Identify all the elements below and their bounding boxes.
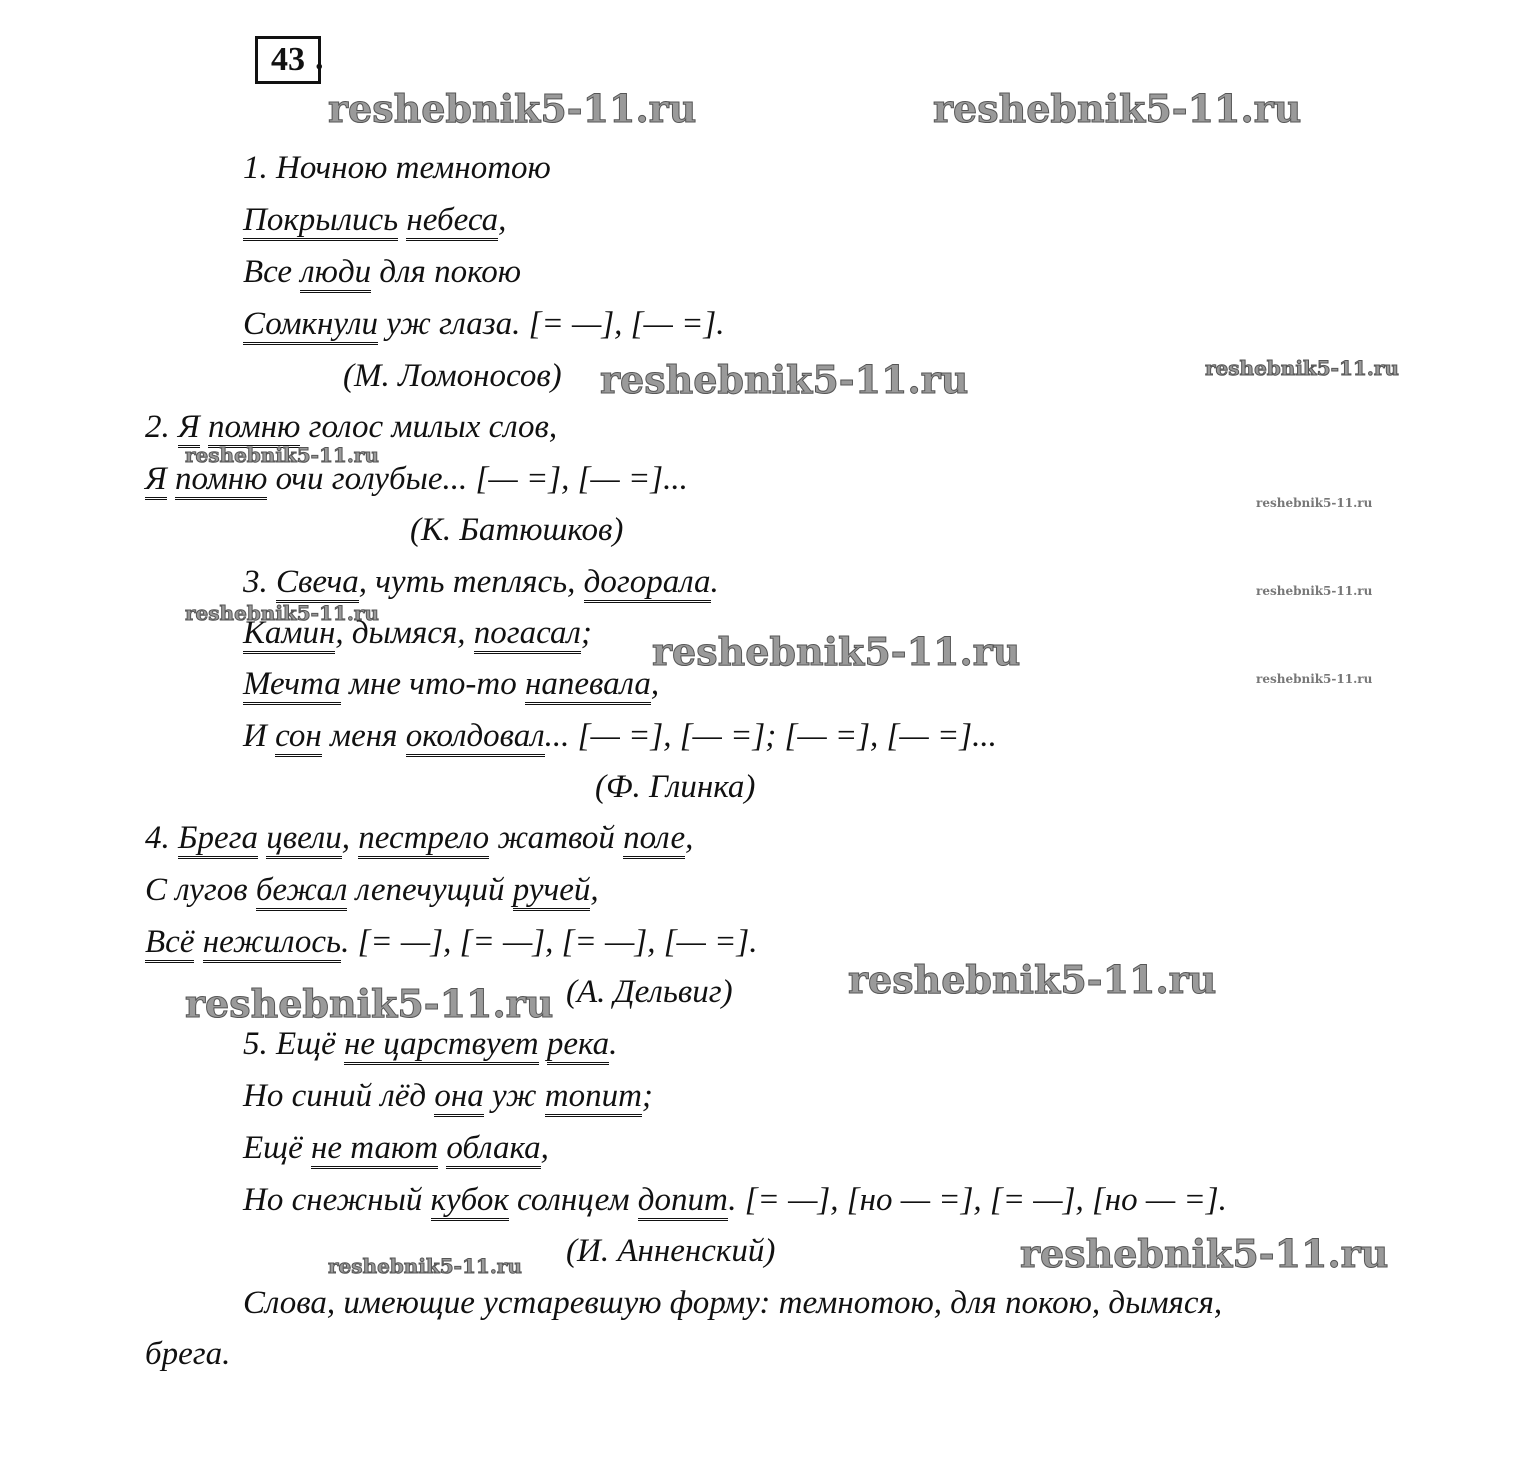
- text-segment: Все: [243, 254, 301, 290]
- watermark: reshebnik5-11.ru: [1256, 584, 1373, 598]
- text-segment: Но снежный: [243, 1182, 431, 1218]
- conclusion-line-1: Слова, имеющие устаревшую форму: темнотою, для покою, дымяся,: [243, 1285, 1223, 1321]
- underlined-word: она: [434, 1078, 483, 1117]
- text-segment: ,: [650, 666, 660, 702]
- underlined-word: река: [547, 1026, 609, 1065]
- poem-3-line-3: [243, 664, 659, 704]
- text-segment: [194, 924, 202, 960]
- text-segment: [200, 409, 208, 445]
- poem-5-line-4: [243, 1180, 1227, 1220]
- underlined-word: цвели: [266, 820, 342, 859]
- text-segment: мне что-то: [340, 666, 525, 702]
- task-number-dot: .: [315, 40, 324, 77]
- watermark: reshebnik5-11.ru: [933, 86, 1302, 131]
- text-segment: 2.: [145, 409, 178, 445]
- poem-3-line-4: [243, 716, 997, 756]
- text-segment: ,: [540, 1130, 549, 1166]
- text-segment: меня: [321, 718, 406, 754]
- underlined-word: помню: [175, 461, 267, 500]
- watermark: reshebnik5-11.ru: [185, 981, 554, 1026]
- text-segment: 1. Ночною темнотою: [243, 150, 551, 186]
- text-segment: [167, 461, 175, 497]
- underlined-word: Брега: [178, 820, 258, 859]
- underlined-word: Покрылись: [243, 202, 398, 241]
- task-number: 43: [271, 41, 305, 78]
- underlined-word: погасал: [474, 615, 581, 654]
- underlined-word: не тают: [311, 1130, 438, 1169]
- watermark: reshebnik5-11.ru: [1256, 496, 1373, 510]
- conclusion-line-2: брега.: [145, 1336, 231, 1372]
- text-segment: ,: [590, 872, 599, 908]
- text-segment: голос милых слов,: [300, 409, 558, 445]
- text-segment: . [= —], [но — =], [= —], [но — =].: [728, 1182, 1227, 1218]
- text-segment: ... [— =], [— =]; [— =], [— =]...: [544, 718, 997, 754]
- underlined-word: Мечта: [243, 666, 341, 705]
- poem-1-author: (М. Ломоносов): [343, 358, 562, 394]
- underlined-word: Я: [145, 461, 167, 500]
- text-segment: Ещё: [243, 1130, 311, 1166]
- poem-1-line-4: [243, 304, 724, 344]
- text-segment: [258, 820, 266, 856]
- text-segment: лепечущий: [347, 872, 513, 908]
- text-segment: 4.: [145, 820, 178, 856]
- poem-5-line-2: [243, 1076, 653, 1116]
- text-segment: И: [243, 718, 276, 754]
- poem-1-line-1: [243, 148, 551, 188]
- poem-4-line-3: [145, 922, 758, 962]
- text-segment: очи голубые... [— =], [— =]...: [267, 461, 688, 497]
- text-segment: . [= —], [= —], [= —], [— =].: [341, 924, 758, 960]
- underlined-word: Я: [178, 409, 200, 448]
- underlined-word: люди: [300, 254, 371, 293]
- text-segment: , дымяся,: [335, 615, 474, 651]
- poem-4-line-2: [145, 870, 599, 910]
- underlined-word: околдовал: [406, 718, 545, 757]
- text-segment: ,: [685, 820, 694, 856]
- underlined-word: поле: [623, 820, 685, 859]
- underlined-word: Сомкнули: [243, 306, 378, 345]
- text-segment: ,: [498, 202, 507, 238]
- underlined-word: ручей: [513, 872, 591, 911]
- watermark: reshebnik5-11.ru: [600, 357, 969, 402]
- underlined-word: не царствует: [344, 1026, 539, 1065]
- text-segment: Но синий лёд: [243, 1078, 435, 1114]
- underlined-word: сон: [275, 718, 322, 757]
- text-segment: [539, 1026, 547, 1062]
- underlined-word: нежилось: [203, 924, 341, 963]
- underlined-word: допит: [638, 1182, 728, 1221]
- underlined-word: топит: [545, 1078, 642, 1117]
- watermark: reshebnik5-11.ru: [185, 601, 379, 625]
- underlined-word: Свеча: [276, 564, 359, 603]
- watermark: reshebnik5-11.ru: [185, 443, 379, 467]
- watermark: reshebnik5-11.ru: [652, 629, 1021, 674]
- watermark: reshebnik5-11.ru: [328, 1254, 522, 1278]
- watermark: reshebnik5-11.ru: [1205, 356, 1399, 380]
- text-segment: ,: [341, 820, 359, 856]
- underlined-word: облака: [446, 1130, 540, 1169]
- text-segment: солнцем: [508, 1182, 638, 1218]
- text-segment: , чуть теплясь,: [358, 564, 584, 600]
- text-segment: .: [609, 1026, 618, 1062]
- text-segment: 5. Ещё: [243, 1026, 344, 1062]
- underlined-word: кубок: [431, 1182, 509, 1221]
- poem-4-author: (А. Дельвиг): [566, 974, 733, 1010]
- task-number-box: [255, 36, 321, 84]
- underlined-word: Всё: [145, 924, 194, 963]
- text-segment: .: [710, 564, 719, 600]
- underlined-word: догорала: [584, 564, 711, 603]
- text-segment: жатвой: [489, 820, 624, 856]
- poem-3-line-1: [243, 562, 719, 602]
- text-segment: уж: [483, 1078, 545, 1114]
- underlined-word: напевала: [525, 666, 651, 705]
- text-segment: С лугов: [145, 872, 256, 908]
- poem-4-line-1: [145, 818, 693, 858]
- underlined-word: небеса: [406, 202, 498, 241]
- text-segment: уж глаза. [= —], [— =].: [378, 306, 725, 342]
- watermark: reshebnik5-11.ru: [328, 86, 697, 131]
- poem-5-line-1: [243, 1024, 617, 1064]
- poem-2-author: (К. Батюшков): [410, 512, 624, 548]
- watermark: reshebnik5-11.ru: [1020, 1231, 1389, 1276]
- poem-5-line-3: [243, 1128, 549, 1168]
- underlined-word: помню: [208, 409, 300, 448]
- poem-3-author: (Ф. Глинка): [595, 769, 756, 805]
- poem-5-author: (И. Анненский): [566, 1233, 776, 1269]
- text-segment: 3.: [243, 564, 276, 600]
- poem-2-line-1: [145, 407, 557, 447]
- poem-1-line-2: [243, 200, 506, 240]
- text-segment: для покою: [371, 254, 522, 290]
- underlined-word: Камин: [243, 615, 335, 654]
- text-segment: ;: [641, 1078, 653, 1114]
- underlined-word: бежал: [256, 872, 348, 911]
- underlined-word: пестрело: [358, 820, 489, 859]
- poem-1-line-3: [243, 252, 521, 292]
- text-segment: ;: [580, 615, 592, 651]
- watermark: reshebnik5-11.ru: [848, 957, 1217, 1002]
- watermark: reshebnik5-11.ru: [1256, 672, 1373, 686]
